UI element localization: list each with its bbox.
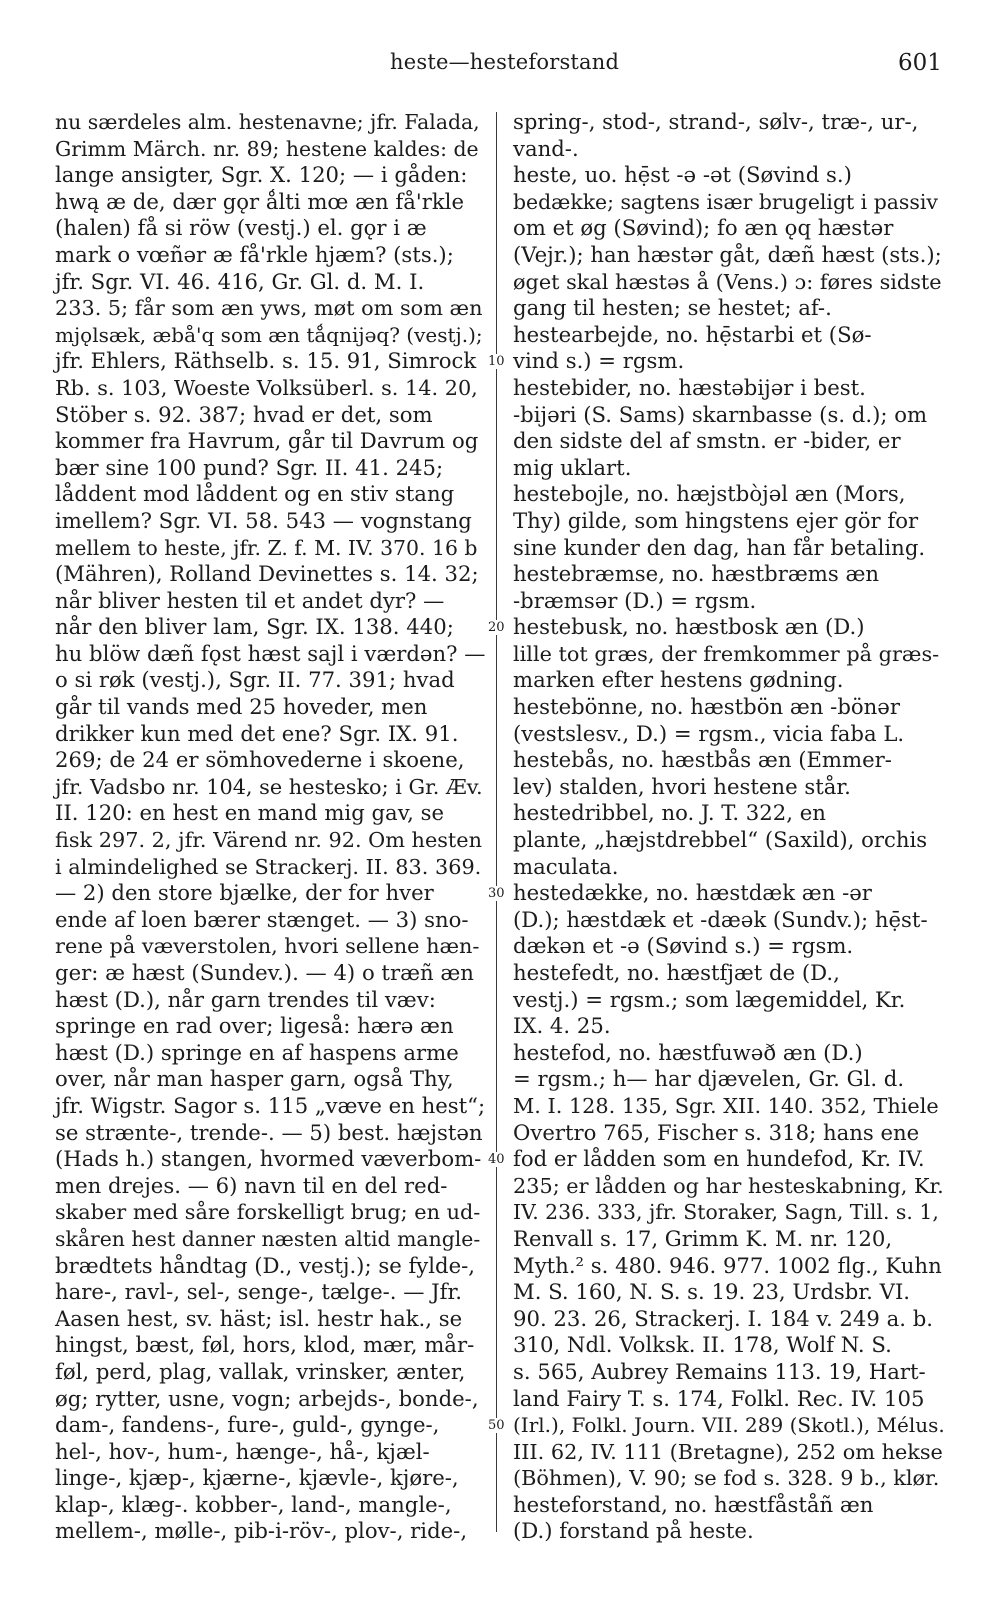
text-line: nu særdeles alm. hestenavne; jfr. Falada, [55,110,480,134]
text-line: lille tot græs, der fremkommer på græs- [513,641,940,666]
text-line: men drejes. — 6) navn til en del red- [55,1172,448,1198]
text-line: hingst, bæst, føl, hors, klod, mær, mår- [55,1332,475,1358]
line-number: 10 [488,354,505,370]
text-line: (halen) få si röw (vestj.) el. gǫr i æ [55,215,427,241]
line-number: 20 [488,620,505,636]
page-number: 601 [898,50,942,76]
text-line: mark o vœñər æ få'rkle hjæm? (sts.); [55,241,454,267]
text-line: maculata. [513,853,619,879]
text-line: over, når man hasper garn, også Thy, [55,1066,454,1092]
text-line: fod er lådden som en hundefod, Kr. IV. [513,1146,925,1172]
text-line: linge-, kjæp-, kjærne-, kjævle-, kjøre-, [55,1465,459,1491]
text-line: III. 62, IV. 111 (Bretagne), 252 om hekse [513,1439,943,1464]
text-line: o si røk (vestj.), Sgr. II. 77. 391; hvad [55,667,455,693]
text-line: kommer fra Havrum, går til Davrum og [55,428,479,454]
text-line: Thy) gilde, som hingstens ejer gör for [513,507,919,533]
text-line: om et øg (Søvind); fo æn ǫq hæstər [513,215,894,241]
text-line: brædtets håndtag (D., vestj.); se fylde-, [55,1252,476,1278]
text-line: øg; rytter, usne, vogn; arbejds-, bonde-, [55,1385,479,1411]
text-line: mellem to heste, jfr. Z. f. M. IV. 370. 16 b [55,535,478,560]
text-line: jfr. Sgr. VI. 46. 416, Gr. Gl. d. M. I. [55,268,425,294]
text-line: Aasen hest, sv. häst; isl. hestr hak., se [55,1305,463,1331]
text-line: skaber med såre forskelligt brug; en ud- [55,1200,481,1225]
text-line: M. S. 160, N. S. s. 19. 23, Urdsbr. VI. [513,1279,911,1305]
text-line: rene på væverstolen, hvori sellene hæn- [55,934,480,959]
text-line: øget skal hæstəs å (Vens.) ɔ: føres sidste [513,269,942,294]
text-line: = rgsm.; h— har djævelen, Gr. Gl. d. [513,1066,905,1092]
text-line: Myth.² s. 480. 946. 977. 1002 flg., Kuhn [513,1252,942,1278]
text-line: hestebider, no. hæstəbijər i best. [513,374,866,400]
text-line: jfr. Vadsbo nr. 104, se hestesko; i Gr. Æv. [55,774,483,799]
text-line: hestebræmse, no. hæstbræms æn [513,561,880,587]
text-line: hestedække, no. hæstdæk æn -ər [513,880,872,906]
text-line: hæst (D.), når garn trendes til væv: [55,986,436,1012]
text-line: (Irl.), Folkl. Journ. VII. 289 (Skotl.), Mélus. [513,1413,945,1438]
text-line: 233. 5; får som æn yws, møt om som æn [55,296,483,321]
text-line: IV. 236. 333, jfr. Storaker, Sagn, Till. s. 1, [513,1200,939,1225]
text-line: går til vands med 25 hoveder, men [55,694,428,720]
text-line: hestefod, no. hæstfuwəð æn (D.) [513,1039,863,1065]
text-line: hestefedt, no. hæstfjæt de (D., [513,960,840,985]
text-line: hwą æ de, dær gǫr ǻlti mœ æn få'rkle [55,188,464,214]
text-line: bedække; sagtens især brugeligt i passiv [513,189,938,214]
text-line: -bijəri (S. Sams) skarnbasse (s. d.); om [513,401,928,427]
text-line: (Mähren), Rolland Devinettes s. 14. 32; [55,561,479,587]
text-line: når den bliver lam, Sgr. IX. 138. 440; [55,614,454,640]
text-line: 310, Ndl. Volksk. II. 178, Wolf N. S. [513,1332,892,1358]
text-line: vestj.) = rgsm.; som lægemiddel, Kr. [513,986,906,1012]
text-line: vand-. [513,135,579,161]
text-line: M. I. 128. 135, Sgr. XII. 140. 352, Thiele [513,1093,939,1118]
text-line: IX. 4. 25. [513,1013,611,1039]
text-line: ende af loen bærer stænget. — 3) sno- [55,906,469,932]
text-line: hel-, hov-, hum-, hænge-, hå-, kjæl- [55,1438,430,1464]
text-line: (Böhmen), V. 90; se fod s. 328. 9 b., klør. [513,1466,940,1491]
text-line: (Vejr.); han hæstər gåt, dæñ hæst (sts.); [513,241,942,267]
text-line: dækən et -ə (Søvind s.) = rgsm. [513,933,854,959]
text-line: hestearbejde, no. hẹ̄starbi et (Sø- [513,321,872,347]
text-line: s. 565, Aubrey Remains 113. 19, Hart- [513,1358,926,1384]
text-line: Grimm Märch. nr. 89; hestene kaldes: de [55,136,479,161]
text-line: mig uklart. [513,454,632,480]
column-divider [496,112,497,1532]
text-line: hu blöw dæñ fǫst hæst sajl i værdən? — [55,640,486,666]
text-line: hestedribbel, no. J. T. 322, en [513,800,826,826]
running-head: heste—hesteforstand [390,50,620,74]
text-line: 269; de 24 er sömhovederne i skoene, [55,747,465,773]
text-line: (vestslesv., D.) = rgsm., vicia faba L. [513,720,905,746]
text-line: 90. 23. 26, Strackerj. I. 184 v. 249 a. b. [513,1305,934,1331]
right-column [513,109,945,1545]
text-line: vind s.) = rgsm. [513,348,685,374]
text-line: den sidste del af smstn. er -bider, er [513,428,901,454]
text-line: — 2) den store bjælke, der for hver [55,880,434,906]
text-line: Stöber s. 92. 387; hvad er det, som [55,401,433,427]
text-line: låddent mod låddent og en stiv stang [55,481,455,507]
text-line: lev) stalden, hvori hestene står. [513,773,851,799]
text-line: (Hads h.) stangen, hvormed væverbom- [55,1146,482,1172]
text-line: når bliver hesten til et andet dyr? — [55,587,445,613]
text-line: heste, uo. hẹ̄st -ə -ət (Søvind s.) [513,162,852,188]
text-line: hestebojle, no. hæjstbòjəl æn (Mors, [513,481,906,507]
text-line: -bræmsər (D.) = rgsm. [513,587,757,613]
text-line: hestebusk, no. hæstbosk æn (D.) [513,614,865,640]
text-line: Renvall s. 17, Grimm K. M. nr. 120, [513,1225,893,1251]
text-line: bær sine 100 pund? Sgr. II. 41. 245; [55,454,444,480]
text-line: springe en rad over; ligeså: hærə æn [55,1013,454,1039]
text-line: fisk 297. 2, jfr. Värend nr. 92. Om hesten [55,828,482,853]
text-line: II. 120: en hest en mand mig gav, se [55,800,445,826]
text-line: land Fairy T. s. 174, Folkl. Rec. IV. 105 [513,1385,925,1411]
text-line: føl, perd, plag, vallak, vrinsker, ænter, [55,1358,466,1384]
text-line: drikker kun med det ene? Sgr. IX. 91. [55,720,459,746]
text-line: gang til hesten; se hestet; af-. [513,295,832,321]
text-line: mellem-, mølle-, pib-i-röv-, plov-, ride-, [55,1518,468,1544]
line-number: 50 [488,1418,505,1434]
text-line: (D.); hæstdæk et -dæək (Sundv.); hẹ̄st- [513,906,928,932]
text-line: imellem? Sgr. VI. 58. 543 — vognstang [55,507,472,533]
text-line: spring-, stod-, strand-, sølv-, træ-, ur-, [513,109,919,134]
text-line: jfr. Wigstr. Sagor s. 115 „væve en hest“; [55,1092,486,1118]
text-line: (D.) forstand på heste. [513,1518,754,1544]
text-line: hestebönne, no. hæstbön æn -bönər [513,694,900,720]
text-line: se strænte-, trende-. — 5) best. hæjstən [55,1119,483,1145]
text-line: skåren hest danner næsten altid mangle- [55,1226,481,1251]
text-line: Rb. s. 103, Woeste Volksüberl. s. 14. 20, [55,375,478,400]
line-number: 30 [488,886,505,902]
text-line: plante, „hæjstdrebbel“ (Saxild), orchis [513,827,928,853]
line-number: 40 [488,1152,505,1168]
text-line: hestebås, no. hæstbås æn (Emmer- [513,747,892,773]
text-line: klap-, klæg-. kobber-, land-, mangle-, [55,1491,452,1517]
text-line: lange ansigter, Sgr. X. 120; — i gåden: [55,162,468,188]
text-line: sine kunder den dag, han får betaling. [513,534,926,560]
text-line: jfr. Ehlers, Räthselb. s. 15. 91, Simrock [55,348,477,374]
text-line: 235; er lådden og har hesteskabning, Kr. [513,1173,944,1198]
text-line: hæst (D.) springe en af haspens arme [55,1039,459,1065]
text-line: Overtro 765, Fischer s. 318; hans ene [513,1119,920,1145]
text-line: ger: æ hæst (Sundev.). — 4) o træñ æn [55,960,474,985]
text-line: mjǫlsæk, æbå'q som æn tǻqnijəq? (vestj.); [55,322,483,347]
left-column [55,109,485,1545]
text-line: marken efter hestens gødning. [513,667,844,693]
text-line: i almindelighed se Strackerj. II. 83. 369. [55,854,482,879]
text-line: hare-, ravl-, sel-, senge-, tælge-. — Jfr. [55,1279,463,1305]
text-line: hesteforstand, no. hæstfåståñ æn [513,1491,874,1517]
text-line: dam-, fandens-, fure-, guld-, gynge-, [55,1412,440,1438]
